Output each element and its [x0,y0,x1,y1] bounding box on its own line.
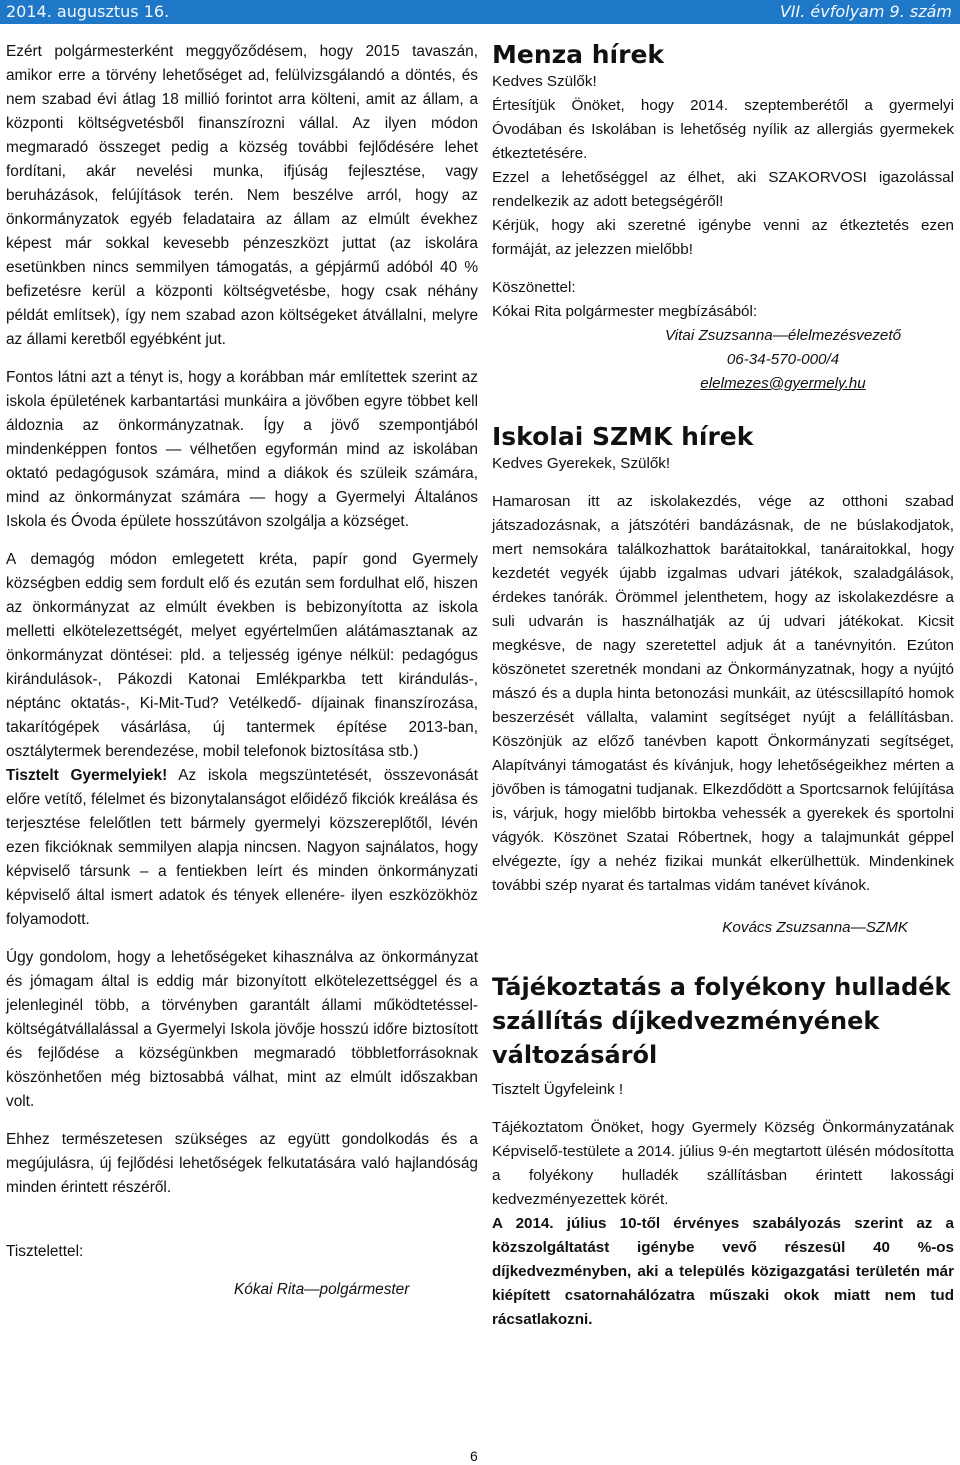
right-column [492,40,954,1332]
greeting: Kedves Gyerekek, Szülők! [492,455,671,472]
paragraph: Ezzel a lehetőséggel az élhet, aki SZAKORVOSI igazolással rendelkezik az adott betegségéről! [492,169,954,210]
paragraph: Értesítjük Önöket, hogy 2014. szeptemberétől a gyermelyi Óvodában és Iskolában is lehetőség nyílik az allergiás gyermekek étkeztetésére. [492,97,954,162]
greeting: Tisztelt Ügyfeleink ! [492,1081,624,1098]
signature: Kókai Rita—polgármester [234,1281,410,1298]
behalf: Kókai Rita polgármester megbízásából: [492,303,758,320]
paragraph [6,764,478,932]
greeting-bold: Tisztelt Gyermelyiek! [6,767,168,784]
contact-email[interactable]: elelmezes@gyermely.hu [700,375,866,392]
paragraph: Hamarosan itt az iskolakezdés, vége az otthoni szabad játszadozásnak, a játszótéri bandázásnak, de ne búslakodjatok, mert nemsokára találkozhattok barátaitokkal, tanáraitokkal, hogy kezdetét vegyék újabb izgalmas udvari játékok, szaladgálások, érdekes tanórák. Örömmel jelenthetem, hogy az iskolakezdésre a suli udvarán is használhatják az új udvari játékokat. Kicsit megkésve, de nagy szeretettel adjuk át a tanévnyitón. Ezúton köszönetet szeretnék mondani az Önkormányzatnak, hogy a nyújtó mászó és a dupla hinta betonozási munkáit, az ütéscsillapító homok beszerzését vállalta, valamint segítséget nyújt a felállításban. Köszönjük az előző tanévben kapott Önkormányzati segítséget, Alapítványi támogatást és kívánjuk, hogy lehetőségeikhez mérten a jövőben is támogatni tudjanak. Elkezdődött a Sportcsarnok felújítása is, várjuk, hogy mielőbb birtokba vehessék a gyerekek és sportolni vágyók. Köszönet Szatai Róbertnek, hogy a talajmunkát géppel elvégezte, így a nehéz fizikai munkát elkerülhettük. Mindenkinek további szép nyarat és tartalmas vidám tanévet kívánok. [492,493,954,894]
section-title-tajekoztatas: Tájékoztatás a folyékony hulladék szállítás díjkedvezményének változásáról [492,973,951,1069]
paragraph-bold: A 2014. július 10-től érvényes szabályozás szerint az a közszolgáltatást igénybe vevő részesül 40 %-os díjkedvezményben, aki a település közigazgatási területén már kiépített csatornahálózatra műszaki okok miatt nem tud rácsatlakozni. [492,1215,954,1328]
paragraph: Ezért polgármesterként meggyőződésem, hogy 2015 tavaszán, amikor erre a törvény lehetőséget ad, felülvizsgálandó a döntés, és nem szabad évi átlag 18 millió forintot arra költeni, amit az állam, a központi költségvetésből finanszírozni vállal. Az ilyen módon megmaradó összeget pedig a község további fejlődésére lehet fordítani, akár nevelési munka, ifjúság fejlesztése, vagy beruházások, felújítások terén. Nem beszélve arról, hogy az önkormányzatok egyéb feladataira az állam az elmúlt évekhez képest már sokkal kevesebb pénzeszközt juttat (az iskolára esetünkben nincs semmilyen támogatás, a gépjármű adóból 40 % befizetésre kerül a központi költségvetésbe, hogy csak néhány példát említsek), így nem szabad azon költségeket átvállalni, melyre az állami keretből egyébként jut. [6,43,478,348]
issue-volume: VII. évfolyam 9. szám [779,2,952,21]
page-number: 6 [470,1448,478,1464]
section-title-menza: Menza hírek [492,40,665,69]
greeting: Kedves Szülők! [492,73,597,90]
paragraph: Kérjük, hogy aki szeretné igénybe venni az étkeztetés ezen formáját, az jelezzen mielőbb! [492,217,954,258]
signature: Kovács Zsuzsanna—SZMK [722,919,908,936]
left-column [6,40,478,1302]
page-header [0,0,960,24]
paragraph-text: Az iskola megszüntetését, összevonását előre vetítő, félelmet és bizonytalanságot előidéző fikciók kreálása és terjesztése felelőtlen tett bármely gyermelyi közszereplőtől, lévén ezen fikcióknak semmilyen alapja nincsen. Nagyon sajnálatos, hogy képviselő társunk – a fentiekben leírt és minden önkormányzati képviselő által ismert adatok és tények ellenére- ilyen eszközökhöz folyamodott. [6,767,478,928]
section-title-szmk: Iskolai SZMK hírek [492,422,754,451]
paragraph: Tájékoztatom Önöket, hogy Gyermely Község Önkormányzatának Képviselő-testülete a 2014. július 9-én megtartott ülésén módosította a folyékony hulladék szállításban érintett lakossági kedvezményezettek körét. [492,1119,954,1208]
issue-date: 2014. augusztus 16. [6,2,170,21]
contact-phone: 06-34-570-000/4 [726,351,840,368]
closing-line: Tisztelettel: [6,1243,84,1260]
paragraph: Fontos látni azt a tényt is, hogy a korábban már említettek szerint az iskola épületének karbantartási munkáira a jövőben egyre többet kell áldoznia az önkormányzatnak. Így a jövő szempontjából mindenképpen fontos — vélhetően egyformán mind az iskolában oktató pedagógusok számára, mind a diákok és szüleik számára, mind az önkormányzat számára — hogy a Gyermelyi Általános Iskola és Óvoda épülete hosszútávon szolgálja a községet. [6,369,478,530]
contact-name: Vitai Zsuzsanna—élelmezésvezető [664,327,902,344]
paragraph: Ehhez természetesen szükséges az együtt gondolkodás és a megújulásra, új fejlődési lehetőségek felkutatására való hajlandóság minden érintett részéről. [6,1131,478,1196]
thanks: Köszönettel: [492,279,576,296]
paragraph: Úgy gondolom, hogy a lehetőségeket kihasználva az önkormányzat és jómagam által is eddig már bizonyított elkötelezettséggel és a jelenleginél több, a törvényben garantált állami működtetéssel- költségátvállalással a Gyermelyi Iskola jövője hosszú időre biztosított és fejlődése a községünkben megmaradó többletforrásoknak köszönhetően még biztosabbá válhat, mint az elmúlt időszakban volt. [6,949,478,1110]
paragraph: A demagóg módon emlegetett kréta, papír gond Gyermely községben eddig sem fordult elő és ezután sem fordulhat elő, hiszen az önkormányzat az elmúlt években is bebizonyította az iskola melletti elkötelezettségét, melyet egyértelműen alátámasztanak az önkormányzat döntései: pld. a teljesség igénye nélkül: pedagógus kirándulások-, Pákozdi Katonai Emlékparkba tett kirándulás-, néptánc oktatás-, Ki-Mit-Tud? Vetélkedő- díjainak finanszírozása, takarítógépek vásárlása, új tantermek építése 2013-ban, osztálytermek berendezése, mobil telefonok biztosítása stb.) [6,551,478,760]
